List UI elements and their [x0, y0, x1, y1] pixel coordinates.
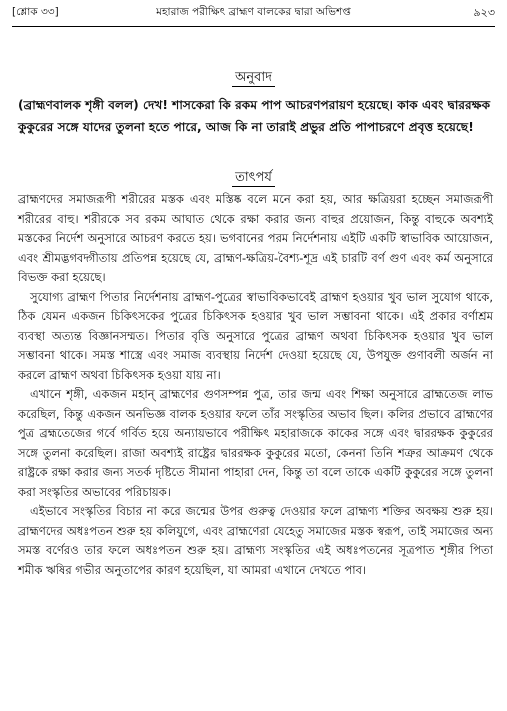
purport-heading-wrap — [0, 168, 507, 189]
translation-heading: অনুবাদ — [232, 70, 275, 87]
purport-paragraph: ব্রাহ্মণদের সমাজরূপী শরীরের মস্তক এবং মস্তিষ্ক বলে মনে করা হয়, আর ক্ষত্রিয়রা হচ্ছেন সমাজরূপী শরীরের বাহু। শরীরকে সব রকম আঘাত থেকে রক্ষা করার জন্য বাহুর প্রয়োজন, কিন্তু বাহুকে অবশ্যই মস্তকের নির্দেশ অনুসারে আচরণ করতে হয়। ভগবানের পরম নির্দেশনায় এইটি একটি স্বাভাবিক আয়োজন, এবং শ্রীমদ্ভগবদ্গীতায় প্রতিপন্ন হয়েছে যে, ব্রাহ্মণ-ক্ষত্রিয়-বৈশ্য-শূদ্র এই চারটি বর্ণ গুণ এবং কর্ম অনুসারে বিভক্ত করা হয়েছে। — [18, 192, 493, 284]
header-divider — [12, 26, 495, 27]
purport-paragraph: এখানে শৃঙ্গী, একজন মহান্ ব্রাহ্মণের গুণসম্পন্ন পুত্র, তার জন্ম এবং শিক্ষা অনুসারে ব্রাহ্মতেজ লাভ করেছিল, কিন্তু একজন অনভিজ্ঞ বালক হওয়ার ফলে তাঁর সংস্কৃতির অভাব ছিল। কলির প্রভাবে ব্রাহ্মণের পুত্র ব্রহ্মতেজের গর্বে গর্বিত হয়ে অন্যায়ভাবে পরীক্ষিৎ মহারাজকে কাকের সঙ্গে এবং দ্বাররক্ষক কুকুরের সঙ্গে তুলনা করেছিল। রাজা অবশ্যই রাষ্ট্রের দ্বাররক্ষক কুকুরের মতো, কেননা তিনি শত্রুর আক্রমণ থেকে রাষ্ট্রকে রক্ষা করার জন্য সতর্ক দৃষ্টিতে সীমানা পাহারা দেন, কিন্তু তা বলে তাকে একটি কুকুরের সঙ্গে তুলনা করা সংস্কৃতির অভাবের পরিচায়ক। — [18, 387, 493, 499]
purport-paragraph: এইভাবে সংস্কৃতির বিচার না করে জন্মের উপর গুরুত্ব দেওয়ার ফলে ব্রাহ্মণ্য শক্তির অবক্ষয় শুরু হয়। ব্রাহ্মণদের অধঃপতন শুরু হয় কলিযুগে, এবং ব্রাহ্মণেরা যেহেতু সমাজের মস্তক স্বরূপ, তাই সমাজের অন্য সমস্ত বর্ণেরও তার ফলে অধঃপতন শুরু হয়। ব্রাহ্মণ্য সংস্কৃতির এই অধঃপতনের সূত্রপাত শৃঙ্গীর পিতা শমীক ঋষির গভীর অনুতাপের কারণ হয়েছিল, যা আমরা এখানে দেখতে পাব। — [18, 504, 493, 577]
verse-reference: [শ্লোক ৩৩] — [12, 5, 59, 18]
chapter-title: মহারাজ পরীক্ষিৎ ব্রাহ্মণ বালকের দ্বারা অভিশপ্ত — [156, 5, 351, 18]
purport-body — [18, 190, 493, 580]
translation-text: (ব্রাহ্মণবালক শৃঙ্গী বলল) দেখ! শাসকেরা কি রকম পাপ আচরণপরায়ণ হয়েছে। কাক এবং দ্বাররক্ষক কুকুরের সঙ্গে যাদের তুলনা হতে পারে, আজ কি না তারাই প্রভুর প্রতি পাপাচরণে প্রবৃত্ত হয়েছে! — [18, 98, 491, 134]
purport-heading: তাৎপর্য — [232, 170, 275, 187]
translation-heading-wrap — [0, 68, 507, 89]
running-header — [12, 4, 495, 22]
purport-paragraph: সুযোগ্য ব্রাহ্মণ পিতার নির্দেশনায় ব্রাহ্মণ-পুত্রের স্বাভাবিকভাবেই ব্রাহ্মণ হওয়ার খুব ভাল সুযোগ থাকে, ঠিক যেমন একজন চিকিৎসকের পুত্রের চিকিৎসক হওয়ার খুব ভাল সম্ভাবনা থাকে। এই প্রকার বর্ণাশ্রম ব্যবস্থা অত্যন্ত বিজ্ঞানসম্মত। পিতার বৃত্তি অনুসারে পুত্রের ব্রাহ্মণ অথবা চিকিৎসক হওয়ার খুব ভাল সম্ভাবনা থাকে। সমস্ত শাস্ত্রে এবং সমাজ ব্যবস্থায় নির্দেশ দেওয়া হয়েছে যে, উপযুক্ত গুণাবলী অর্জন না করলে ব্রাহ্মণ অথবা চিকিৎসক হওয়া যায় না। — [18, 289, 493, 382]
page-number: ৯২৩ — [473, 5, 495, 19]
